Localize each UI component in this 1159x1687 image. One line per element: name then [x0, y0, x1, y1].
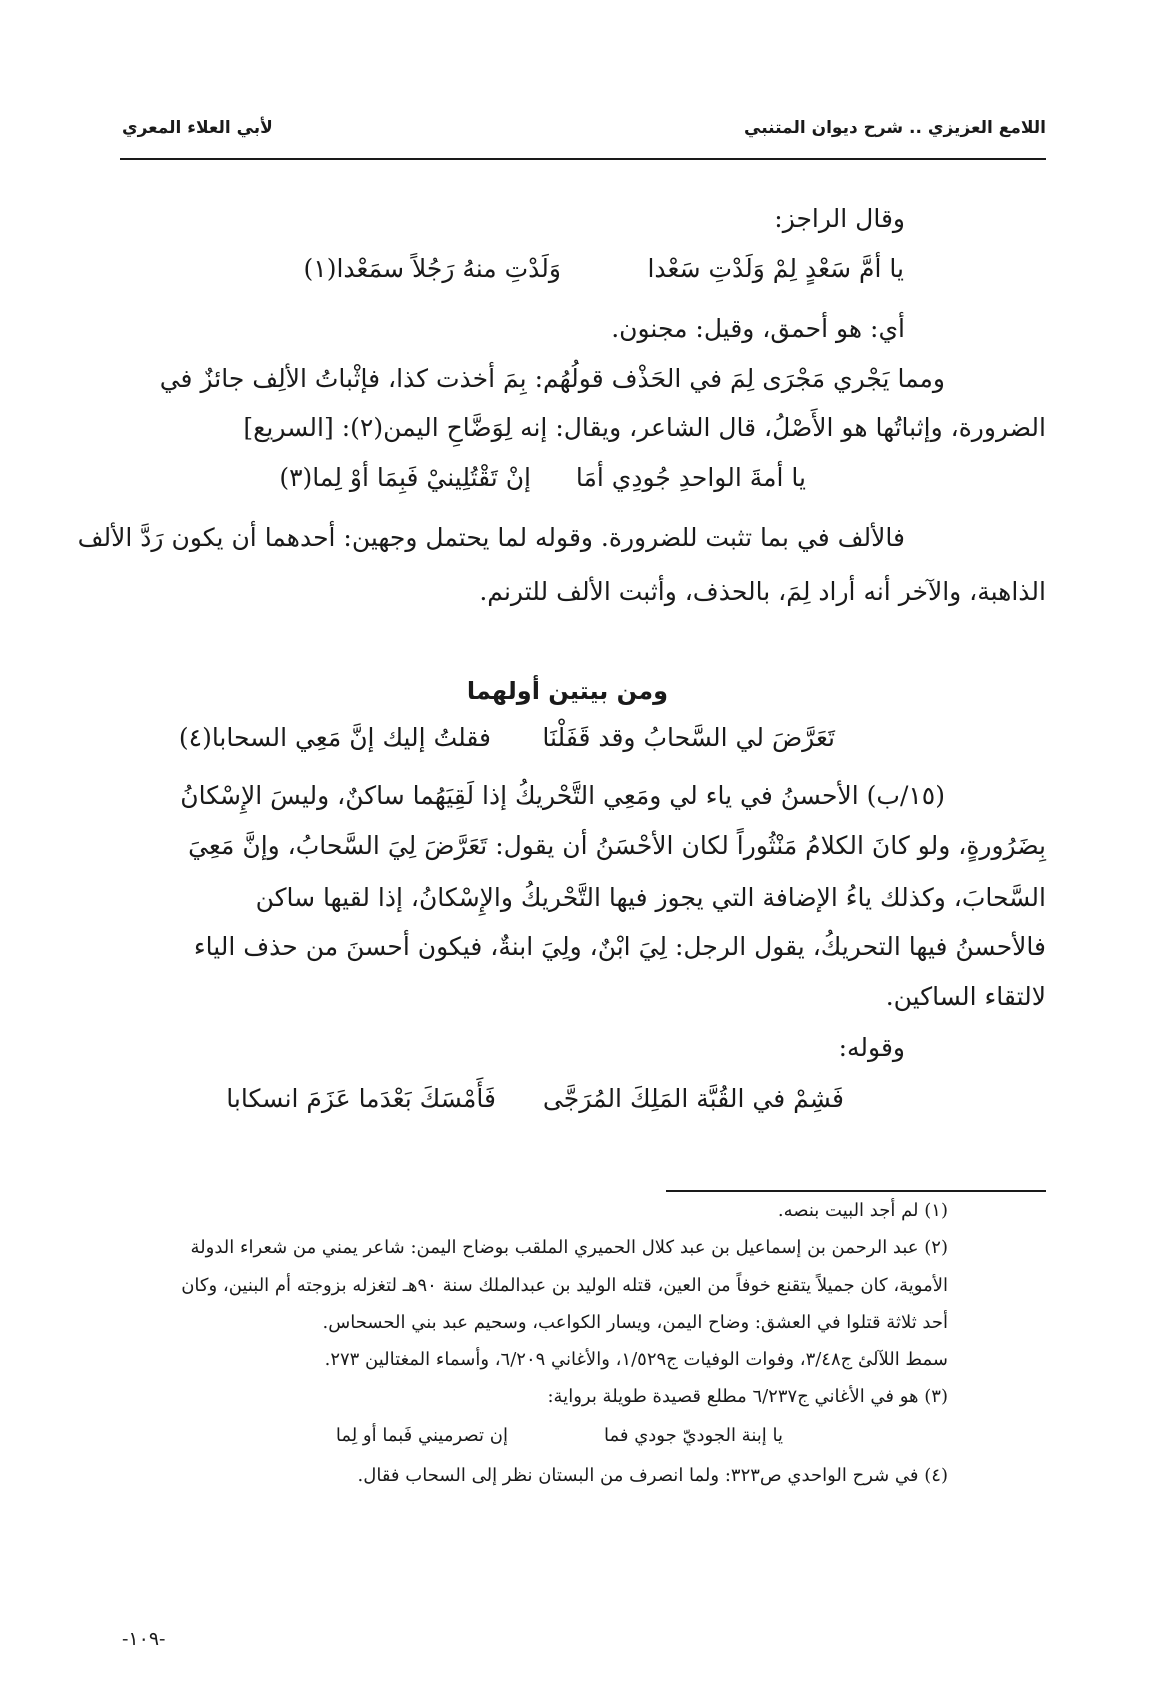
body-line: ومما يَجْري مَجْرَى لِمَ في الحَذْف قولُهُم: بِمَ أخذت كذا، فإثْباتُ الألِف جائزٌ في: [159, 364, 945, 393]
verse-second-half: وَلَدْتِ منهُ رَجُلاً سمَعْدا(١): [303, 254, 561, 283]
header-rule: [120, 158, 1046, 160]
verse-second-half: فقلتُ إليك إنَّ مَعِي السحابا(٤): [178, 723, 491, 752]
verse-first-half: تَعَرَّضَ لي السَّحابُ وقد قَفَلْنَا: [542, 723, 835, 752]
body-line: أي: هو أحمق، وقيل: مجنون.: [611, 314, 905, 343]
section-heading: ومن بيتين أولهما: [466, 677, 668, 705]
verse-first-half: يا أمَّ سَعْدٍ لِمْ وَلَدْتِ سَعْدا: [647, 254, 904, 283]
verse-second-half: فَأَمْسَكَ بَعْدَما عَزَمَ انسكابا: [226, 1084, 496, 1113]
footnote-continuation: الأموية، كان جميلاً يتقنع خوفاً من العين، قتله الوليد بن عبدالملك سنة ٩٠هـ لتغزله بزوجته أم البنين، وكان: [181, 1275, 948, 1296]
footnote-separator: [666, 1190, 1046, 1192]
body-line: فالألف في بما تثبت للضرورة. وقوله لما يحتمل وجهين: أحدهما أن يكون رَدَّ الألف: [77, 523, 905, 552]
page-number: -١٠٩-: [122, 1628, 166, 1650]
footnote-verse-second-half: إن تصرميني فَبما أو لِما: [335, 1425, 508, 1446]
footnote-verse-first-half: يا إبنة الجوديّ جودي فما: [603, 1425, 783, 1446]
body-line: فالأحسنُ فيها التحريكُ، يقول الرجل: لِيَ ابْنٌ، ولِيَ ابنةٌ، فيكون أحسنَ من حذف الياء: [193, 932, 1046, 961]
verse-second-half: إنْ تَقْتُلِينيْ فَبِمَا أوْ لِما(٣): [279, 463, 531, 492]
body-line: (١٥/ب) الأحسنُ في ياء لي ومَعِي التَّحْريكُ إذا لَقِيَهُما ساكنٌ، وليسَ الإِسْكانُ: [180, 781, 945, 810]
verse-first-half: يا أمةَ الواحدِ جُودِي أمَا: [575, 463, 806, 492]
body-line: بِضَرُورةٍ، ولو كانَ الكلامُ مَنْثُوراً لكان الأحْسَنُ أن يقول: تَعَرَّضَ لِيَ السَّحابُ، وإنَّ مَعِيَ: [188, 831, 1046, 860]
verse-first-half: فَشِمْ في القُبَّة المَلِكَ المُرَجَّى: [542, 1084, 844, 1113]
body-line: السَّحابَ، وكذلك ياءُ الإضافة التي يجوز فيها التَّحْريكُ والإِسْكانُ، إذا لقيها ساكن: [255, 883, 1046, 912]
footnote-continuation: أحد ثلاثة قتلوا في العشق: وضاح اليمن، ويسار الكواعب، وسحيم عبد بني الحسحاس.: [322, 1312, 948, 1333]
footnote: (١) لم أجد البيت بنصه.: [777, 1200, 948, 1221]
footnote-source: سمط اللآلئ ج٣/٤٨، وفوات الوفيات ج١/٥٢٩، والأغاني ٦/٢٠٩، وأسماء المغتالين ٢٧٣.: [324, 1349, 948, 1370]
body-line: الذاهبة، والآخر أنه أراد لِمَ، بالحذف، وأثبت الألف للترنم.: [479, 577, 1046, 606]
body-line: لالتقاء الساكين.: [885, 982, 1046, 1011]
body-line: وقال الراجز:: [774, 204, 905, 233]
body-line: وقوله:: [838, 1033, 905, 1062]
footnote: (٣) هو في الأغاني ج٦/٢٣٧ مطلع قصيدة طويلة برواية:: [547, 1386, 948, 1407]
header-author: لأبي العلاء المعري: [122, 118, 273, 138]
body-line: الضرورة، وإثباتُها هو الأَصْلُ، قال الشاعر، ويقال: إنه لِوَضَّاحِ اليمن(٢): [السريع]: [243, 413, 1046, 442]
footnote: (٤) في شرح الواحدي ص٣٢٣: ولما انصرف من البستان نظر إلى السحاب فقال.: [357, 1465, 948, 1486]
footnote: (٢) عبد الرحمن بن إسماعيل بن عبد كلال الحميري الملقب بوضاح اليمن: شاعر يمني من شعراء الدولة: [190, 1237, 948, 1258]
header-book-title: اللامع العزيزي .. شرح ديوان المتنبي: [744, 118, 1046, 138]
